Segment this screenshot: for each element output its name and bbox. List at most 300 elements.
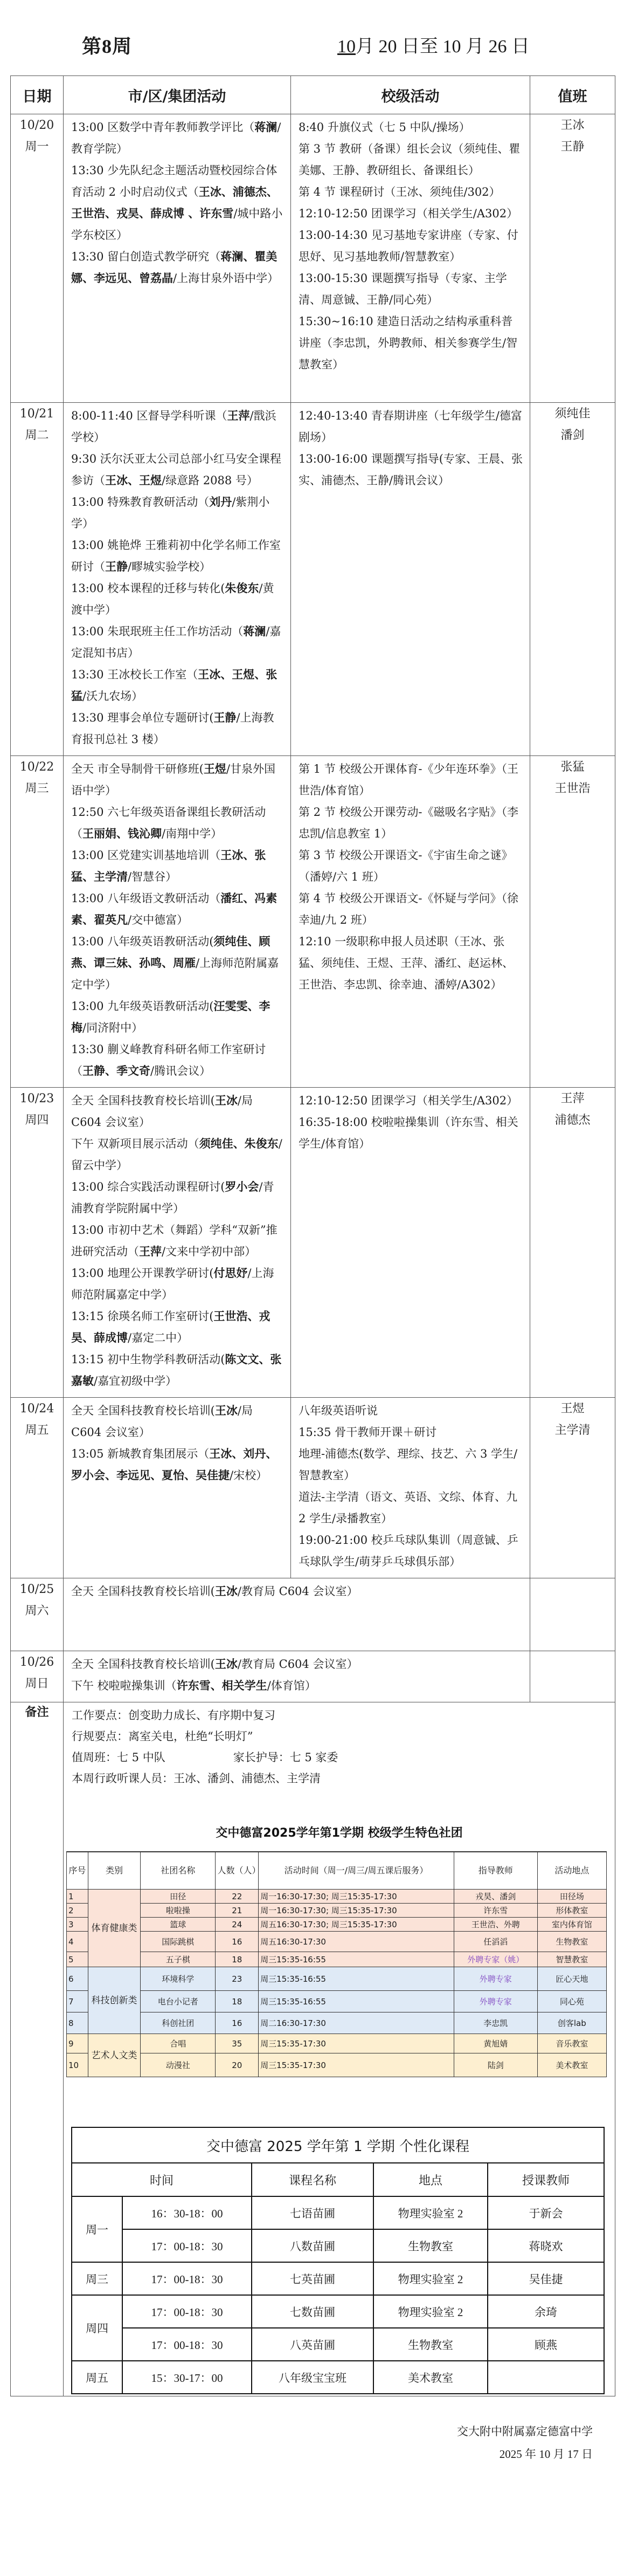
- course-row: [72, 2196, 604, 2229]
- participant-names: 王冰、王煜: [105, 473, 162, 487]
- day-date: 10/26: [19, 1655, 54, 1669]
- day-row: [11, 1398, 615, 1578]
- school-activities-cell: [291, 756, 530, 1088]
- club-teacher: 许东雪: [454, 1904, 537, 1918]
- courses-header-cell: 地点: [373, 2163, 488, 2196]
- activity-location: /甘泉外国语中学）: [71, 763, 275, 797]
- clubs-header-cell: 活动时间（周一/周三/周五课后服务）: [259, 1852, 454, 1890]
- district-activity: [71, 491, 284, 534]
- participant-names: 蒋澜、瞿美娜、李远见、曾荔晶: [71, 250, 278, 285]
- district-activity: [71, 888, 284, 931]
- remarks-content: [64, 1702, 615, 2396]
- school-activity: 8:40 升旗仪式（七 5 中队/操场）: [299, 121, 470, 134]
- course-teacher: [488, 2361, 604, 2394]
- clubs-header-cell: 指导教师: [454, 1852, 537, 1890]
- participant-names: 刘丹: [209, 495, 232, 509]
- day-date: 10/20: [19, 119, 54, 132]
- course-teacher: 于新会: [488, 2196, 604, 2229]
- participant-names: 汪雯雯、李梅: [71, 999, 271, 1034]
- club-number: 10: [67, 2053, 88, 2077]
- duty-person: 须纯佳: [554, 407, 591, 421]
- day-date-cell: [11, 1398, 64, 1578]
- activity-location: /嘉宜初级中学）: [94, 1375, 177, 1387]
- school-activity: 12:10 一级职称申报人员述职（王冰、张猛、须纯佳、王煜、王萍、潘红、赵运林、王世浩、李忠凯、徐幸迪、潘婷/A302）: [299, 935, 514, 991]
- clubs-header-cell: 序号: [67, 1852, 88, 1890]
- club-teacher: 王世浩、外聘: [454, 1918, 537, 1932]
- club-member-count: 24: [216, 1918, 259, 1932]
- duty-cell: [530, 1578, 615, 1651]
- activity-location: /交中德富）: [128, 913, 189, 926]
- club-name: 科创社团: [141, 2012, 216, 2034]
- weekend-body: [11, 1578, 615, 1702]
- club-number: 2: [67, 1904, 88, 1918]
- participant-names: 王煜: [203, 762, 226, 775]
- club-location: 智慧教室: [537, 1952, 606, 1967]
- district-activity: [71, 801, 284, 844]
- school-activity: 第 4 节 课程研讨（王冰、须纯佳/302）: [299, 186, 501, 198]
- course-location: 物理实验室 2: [373, 2196, 488, 2229]
- activity-location: /上海甘泉外语中学）: [173, 272, 279, 285]
- activity-location: /青浦教育学院附属中学）: [71, 1180, 274, 1215]
- day-date: 10/23: [19, 1092, 54, 1105]
- activity-text: 13:30 王冰校长工作室（: [71, 668, 198, 681]
- course-time: 17：00-18：30: [122, 2328, 252, 2361]
- activity-location: /上海师范附属嘉定中学）: [71, 1267, 274, 1301]
- club-number: 6: [67, 1967, 88, 1991]
- duty-cell: [530, 114, 615, 403]
- course-time: 16：30-18：00: [122, 2196, 252, 2229]
- district-activity: [71, 844, 284, 888]
- activity-location: /智慧谷）: [128, 870, 177, 883]
- day-date-cell: [11, 1088, 64, 1398]
- course-day: 周一: [72, 2196, 122, 2262]
- district-activities-cell: [64, 114, 291, 403]
- activity-location: /嘉定二中）: [128, 1331, 189, 1344]
- header-date: 日期: [11, 76, 64, 114]
- activity-location: /戬浜学校）: [71, 409, 276, 444]
- duty-person: 王萍: [560, 1092, 585, 1105]
- school-activities-cell: [291, 1088, 530, 1398]
- activity-location: /局 C604 会议室）: [71, 1094, 253, 1129]
- participant-names: 蒋澜: [254, 120, 278, 134]
- club-teacher: 外聘专家: [454, 1967, 537, 1991]
- club-location: 室内体育馆: [537, 1918, 606, 1932]
- club-member-count: 20: [216, 2053, 259, 2077]
- club-row: [67, 1918, 607, 1932]
- school-activity: 13:00-14:30 见习基地专家讲座（专家、付思妤、见习基地教师/智慧教室）: [299, 229, 518, 263]
- participant-names: 王静: [213, 711, 237, 724]
- club-location: 生物教室: [537, 1932, 606, 1952]
- club-teacher: 外聘专家（姚）: [454, 1952, 537, 1967]
- footer-school-name: 交大附中附属嘉定德富中学: [457, 2425, 593, 2438]
- club-time: 周三15:35-16:55: [259, 1991, 454, 2012]
- club-time: 周三15:35-17:30: [259, 2053, 454, 2077]
- remarks-text: [64, 1703, 614, 1789]
- course-location: 美术教室: [373, 2361, 488, 2394]
- course-name: 七英苗圃: [252, 2262, 373, 2295]
- district-activities-cell: [64, 756, 291, 1088]
- weekend-row: [11, 1651, 615, 1702]
- participant-names: 王冰: [214, 1404, 238, 1417]
- club-number: 4: [67, 1932, 88, 1952]
- course-name: 七语苗圃: [252, 2196, 373, 2229]
- clubs-header-cell: 活动地点: [537, 1852, 606, 1890]
- club-name: 电台小记者: [141, 1991, 216, 2012]
- activity-text: 全天 全国科技教育校长培训(: [71, 1094, 215, 1107]
- club-number: 5: [67, 1952, 88, 1967]
- work-focus: 工作要点：创变助力成长、有序期中复习: [72, 1709, 275, 1722]
- club-name: 田径: [141, 1890, 216, 1904]
- activity-location: /体育馆）: [267, 1679, 316, 1692]
- weekend-activities-cell: [64, 1651, 530, 1702]
- club-location: 同心苑: [537, 1991, 606, 2012]
- course-teacher: 蒋晓欢: [488, 2229, 604, 2262]
- duty-cell: [530, 1398, 615, 1578]
- club-name: 五子棋: [141, 1952, 216, 1967]
- day-weekday: 周二: [25, 429, 49, 442]
- day-date: 10/22: [19, 760, 54, 774]
- club-category: 体育健康类: [88, 1890, 140, 1967]
- club-row: [67, 1932, 607, 1952]
- participant-names: 王静: [105, 560, 128, 573]
- school-activity: 第 3 节 教研（备课）组长会议（须纯佳、瞿美娜、王静、教研组长、备课组长）: [299, 142, 521, 177]
- spacer: [299, 375, 523, 397]
- school-activity: 15:35 骨干教师开课＋研讨: [299, 1426, 437, 1439]
- club-number: 9: [67, 2034, 88, 2053]
- duty-person: 浦德杰: [554, 1114, 591, 1127]
- document-footer: [0, 2420, 624, 2465]
- district-activity: [71, 664, 284, 707]
- participant-names: 王冰、张猛、主学清: [71, 848, 266, 883]
- district-activity: [71, 1090, 284, 1133]
- activity-location: /沃九农场）: [82, 690, 143, 703]
- participant-names: 王冰: [214, 1657, 238, 1671]
- district-activity: [71, 1262, 284, 1306]
- day-weekday: 周六: [25, 1604, 49, 1618]
- course-row: [72, 2361, 604, 2394]
- club-location: 美术教室: [537, 2053, 606, 2077]
- activity-location: /教育局 C604 会议室）: [237, 1658, 358, 1671]
- participant-names: 王世浩、戎昊、薛成博: [71, 1309, 271, 1344]
- participant-names: 许东雪、相关学生: [176, 1679, 267, 1692]
- duty-person: 张猛: [560, 760, 585, 774]
- district-activity: [71, 1349, 284, 1392]
- duty-class-row: [72, 1747, 607, 1768]
- date-range: [327, 31, 530, 58]
- clubs-title: 交中德富2025学年第1学期 校级学生特色社团: [216, 1826, 463, 1840]
- duty-person: 王冰: [560, 119, 585, 132]
- course-name: 八英苗圃: [252, 2328, 373, 2361]
- course-teacher: 余琦: [488, 2295, 604, 2328]
- district-activity: [71, 1133, 284, 1176]
- weekend-activity: [71, 1581, 523, 1602]
- duty-person: 主学清: [554, 1424, 591, 1437]
- district-activity: [71, 758, 284, 801]
- club-row: [67, 1991, 607, 2012]
- duty-class: 值周班：七 5 中队: [72, 1751, 165, 1764]
- club-member-count: 18: [216, 1952, 259, 1967]
- activity-location: /南翔中学）: [162, 827, 223, 840]
- activity-text: 13:00 综合实践活动课程研讨(: [71, 1180, 225, 1193]
- day-date: 10/24: [19, 1402, 54, 1416]
- activity-text: 全天 市全导制骨干研修班(: [71, 763, 204, 775]
- district-activity: [71, 448, 284, 491]
- club-row: [67, 2053, 607, 2077]
- parent-guard: 家长护导：七 5 家委: [233, 1751, 338, 1764]
- courses-header-cell: 课程名称: [252, 2163, 373, 2196]
- activity-text: 13:00 市初中艺术（舞蹈）学科“双新”推进研究活动（: [71, 1224, 278, 1258]
- district-activity: [71, 534, 284, 578]
- activity-text: 13:00 特殊教育教研活动（: [71, 496, 210, 509]
- weekend-activity: [71, 1653, 523, 1675]
- day-weekday: 周四: [25, 1114, 49, 1127]
- club-location: 形体教室: [537, 1904, 606, 1918]
- club-member-count: 22: [216, 1890, 259, 1904]
- participant-names: 罗小会: [225, 1180, 259, 1193]
- participant-names: 潘红、冯素素、翟英凡: [71, 891, 278, 926]
- activity-text: 全天 全国科技教育校长培训(: [71, 1585, 215, 1598]
- activity-text: 13:30 理事会单位专题研讨(: [71, 711, 214, 724]
- club-number: 3: [67, 1918, 88, 1932]
- course-row: [72, 2328, 604, 2361]
- courses-title-row: [72, 2127, 604, 2163]
- activity-text: 下午 校啦啦操集训（: [71, 1679, 177, 1692]
- school-activities-cell: [291, 403, 530, 756]
- weekend-activity: [71, 1675, 523, 1696]
- club-name: 啦啦操: [141, 1904, 216, 1918]
- district-activity: [71, 116, 284, 160]
- course-day: 周五: [72, 2361, 122, 2394]
- clubs-header-row: [67, 1852, 607, 1890]
- club-name: 国际跳棋: [141, 1932, 216, 1952]
- date-range-start-month: 10: [337, 37, 356, 57]
- activity-text: 13:15 初中生物学科教研活动(: [71, 1353, 225, 1366]
- day-weekday: 周三: [25, 782, 49, 795]
- school-activity: 地理-浦德杰(数学、理综、技艺、六 3 学生/智慧教室）: [299, 1447, 518, 1482]
- course-time: 15：30-17：00: [122, 2361, 252, 2394]
- district-activity: [71, 931, 284, 995]
- duty-person: 王世浩: [554, 782, 591, 795]
- participant-names: 须纯佳、朱俊东: [199, 1137, 279, 1150]
- clubs-body: [67, 1890, 607, 2077]
- club-number: 8: [67, 2012, 88, 2034]
- courses-body: [72, 2196, 604, 2394]
- participant-names: 王冰、刘丹、罗小会、李远见、夏怡、吴佳捷: [71, 1447, 278, 1482]
- activity-location: /教育局 C604 会议室）: [237, 1585, 358, 1598]
- course-name: 八年级宝宝班: [252, 2361, 373, 2394]
- club-teacher: 戎昊、潘剑: [454, 1890, 537, 1904]
- participant-names: 王冰、浦德杰、王世浩、戎昊、薛成博 、许东雪: [71, 185, 278, 220]
- activity-location: /绿意路 2088 号）: [162, 474, 258, 487]
- district-activity: [71, 246, 284, 289]
- course-name: 八数苗圃: [252, 2229, 373, 2262]
- district-activity: [71, 1039, 284, 1082]
- remarks-label: 备注: [11, 1702, 64, 2396]
- admin-listeners: 本周行政听课人员：王冰、潘剑、浦德杰、主学清: [72, 1772, 321, 1785]
- courses-title: 交中德富 2025 学年第 1 学期 个性化课程: [72, 2127, 604, 2163]
- day-date-cell: [11, 756, 64, 1088]
- activity-location: /腾讯会议）: [150, 1064, 211, 1077]
- clubs-header-cell: 社团名称: [141, 1852, 216, 1890]
- activity-location: /紫荆小学）: [71, 496, 270, 530]
- club-location: 创客lab: [537, 2012, 606, 2034]
- activity-text: 全天 全国科技教育校长培训(: [71, 1404, 215, 1417]
- course-location: 生物教室: [373, 2229, 488, 2262]
- header-school-activities: 校级活动: [291, 76, 530, 114]
- day-weekday: 周日: [25, 1677, 49, 1691]
- club-name: 合唱: [141, 2034, 216, 2053]
- clubs-header-cell: 类别: [88, 1852, 140, 1890]
- day-weekday: 周一: [25, 140, 49, 154]
- district-activities-cell: [64, 403, 291, 756]
- activity-location: /文来中学初中部）: [162, 1245, 256, 1258]
- school-activity: 15:30~16:10 建造日活动之结构承重科普讲座（李忠凯，外聘教师、相关参赛学生/智慧教室）: [299, 315, 518, 371]
- district-activity: [71, 707, 284, 750]
- duty-cell: [530, 1088, 615, 1398]
- school-activity: 13:00-16:00 课题撰写指导(专家、王晨、张实、浦德杰、王静/腾讯会议）: [299, 452, 523, 487]
- courses-header-cell: 时间: [72, 2163, 252, 2196]
- activity-location: /上海教育报刊总社 3 楼）: [71, 711, 274, 746]
- course-row: [72, 2262, 604, 2295]
- header-duty: 值班: [530, 76, 615, 114]
- participant-names: 须纯佳、顾燕、谭三妹、孙鸣、周雁: [71, 935, 271, 970]
- activity-text: 8:00-11:40 区督导学科听课（: [71, 409, 227, 422]
- participant-names: 陈文文、张嘉敏: [71, 1352, 282, 1387]
- club-location: 匠心天地: [537, 1967, 606, 1991]
- activity-text: 13:00 地理公开课教学研讨(: [71, 1267, 214, 1280]
- day-date-cell: [11, 114, 64, 403]
- club-member-count: 16: [216, 1932, 259, 1952]
- school-activity: 八年级英语听说: [299, 1404, 378, 1417]
- course-row: [72, 2229, 604, 2262]
- schedule-header-row: [11, 76, 615, 114]
- club-member-count: 35: [216, 2034, 259, 2053]
- activity-text: 13:00 八年级语文教研活动（: [71, 892, 221, 905]
- course-teacher: 顾燕: [488, 2328, 604, 2361]
- activity-location: /城中路小学东校区）: [71, 207, 283, 242]
- club-row: [67, 1904, 607, 1918]
- weekend-activities-cell: [64, 1578, 530, 1651]
- district-activity: [71, 1443, 284, 1486]
- activity-text: 13:00 九年级英语教研活动(: [71, 1000, 214, 1013]
- activity-location: /黄渡中学）: [71, 582, 274, 616]
- day-date-cell: [11, 1578, 64, 1651]
- participant-names: 王冰、王煜、张猛: [71, 668, 278, 703]
- club-time: 周五16:30-17:30; 周三15:35-17:30: [259, 1918, 454, 1932]
- club-category: 科技创新类: [88, 1967, 140, 2034]
- activity-text: 13:30 少先队纪念主题活动暨校园综合体育活动 2 小时启动仪式（: [71, 164, 278, 198]
- club-time: 周一16:30-17:30; 周三15:35-17:30: [259, 1890, 454, 1904]
- district-activity: [71, 1219, 284, 1262]
- activity-text: 13:00 朱珉珉班主任工作坊活动（: [71, 625, 244, 638]
- club-member-count: 16: [216, 2012, 259, 2034]
- district-activity: [71, 1306, 284, 1349]
- week-title: 第8周: [82, 36, 133, 57]
- school-activity: 第 1 节 校级公开课体育-《少年连环拳》（王世浩/体育馆）: [299, 763, 518, 797]
- district-activities-cell: [64, 1088, 291, 1398]
- course-location: 物理实验室 2: [373, 2262, 488, 2295]
- school-activity: 12:10-12:50 团课学习（相关学生/A302）: [299, 1094, 518, 1107]
- activity-text: 全天 全国科技教育校长培训(: [71, 1658, 215, 1671]
- day-date-cell: [11, 1651, 64, 1702]
- activity-text: 13:30 蒯义峰教育科研名师工作室研讨（: [71, 1043, 266, 1077]
- activity-location: /教育学院）: [71, 121, 281, 155]
- school-activities-cell: [291, 1398, 530, 1578]
- club-member-count: 23: [216, 1967, 259, 1991]
- school-activity: 12:40-13:40 青春期讲座（七年级学生/德富剧场）: [299, 409, 522, 444]
- activity-text: 12:50 六七年级英语备课组长教研活动（: [71, 806, 266, 840]
- club-time: 周二16:30-17:30: [259, 2012, 454, 2034]
- activity-location: /嘉定混知书店）: [71, 625, 281, 660]
- club-time: 周五16:30-17:30: [259, 1932, 454, 1952]
- courses-header-row: [72, 2163, 604, 2196]
- district-activity: [71, 160, 284, 246]
- day-date: 10/25: [19, 1583, 54, 1596]
- clubs-table: [66, 1851, 607, 2077]
- school-activity: 16:35-18:00 校啦啦操集训（许东雪、相关学生/体育馆）: [299, 1116, 518, 1150]
- weekend-row: [11, 1578, 615, 1651]
- district-activity: [71, 405, 284, 448]
- course-teacher: 吴佳捷: [488, 2262, 604, 2295]
- club-location: 田径场: [537, 1890, 606, 1904]
- activity-text: 13:00 区党建实训基地培训（: [71, 849, 221, 862]
- club-name: 动漫社: [141, 2053, 216, 2077]
- club-row: [67, 1890, 607, 1904]
- participant-names: 王萍: [139, 1245, 162, 1258]
- club-number: 7: [67, 1991, 88, 2012]
- school-activity: 第 3 节 校级公开课语文-《宇宙生命之谜》（潘婷/六 1 班）: [299, 849, 513, 883]
- school-activity: 道法-主学清（语文、英语、文综、体育、九 2 学生/录播教室）: [299, 1490, 518, 1525]
- club-time: 周三15:35-16:55: [259, 1967, 454, 1991]
- school-activity: 19:00-21:00 校乒乓球队集训（周意铖、乒乓球队学生/萌芽乒乓球俱乐部）: [299, 1534, 518, 1568]
- course-time: 17：00-18：30: [122, 2262, 252, 2295]
- duty-cell: [530, 756, 615, 1088]
- club-row: [67, 1952, 607, 1967]
- club-teacher: 陆剑: [454, 2053, 537, 2077]
- district-activity: [71, 995, 284, 1039]
- activity-text: 13:00 八年级英语教研活动(: [71, 935, 214, 948]
- school-activity: 第 4 节 校级公开课语文-《怀疑与学问》（徐幸迪/九 2 班）: [299, 892, 518, 926]
- schedule-body: [11, 114, 615, 1578]
- duty-person: 王静: [560, 140, 585, 154]
- day-row: [11, 1088, 615, 1398]
- course-row: [72, 2295, 604, 2328]
- duty-person: 王煜: [560, 1402, 585, 1416]
- activity-text: 13:00 校本课程的迁移与转化(: [71, 582, 225, 595]
- club-row: [67, 2012, 607, 2034]
- participant-names: 朱俊东: [225, 581, 259, 595]
- club-member-count: 18: [216, 1991, 259, 2012]
- participant-names: 王萍: [227, 409, 250, 422]
- activity-location: /宋校）: [230, 1469, 268, 1482]
- club-teacher: 李忠凯: [454, 2012, 537, 2034]
- participant-names: 蒋澜: [243, 624, 266, 638]
- district-activity: [71, 1176, 284, 1219]
- header-district-activities: 市/区/集团活动: [64, 76, 291, 114]
- participant-names: 王丽娟、钱沁卿: [82, 827, 162, 840]
- club-category: 艺术人文类: [88, 2034, 140, 2077]
- activity-location: /留云中学）: [71, 1137, 282, 1172]
- district-activity: [71, 621, 284, 664]
- activity-location: /同济附中）: [82, 1021, 143, 1034]
- club-row: [67, 2034, 607, 2053]
- club-name: 环境科学: [141, 1967, 216, 1991]
- club-member-count: 21: [216, 1904, 259, 1918]
- district-activity: [71, 578, 284, 621]
- club-time: 周三15:35-17:30: [259, 2034, 454, 2053]
- day-row: [11, 756, 615, 1088]
- activity-location: /上海师范附属嘉定中学）: [71, 957, 279, 991]
